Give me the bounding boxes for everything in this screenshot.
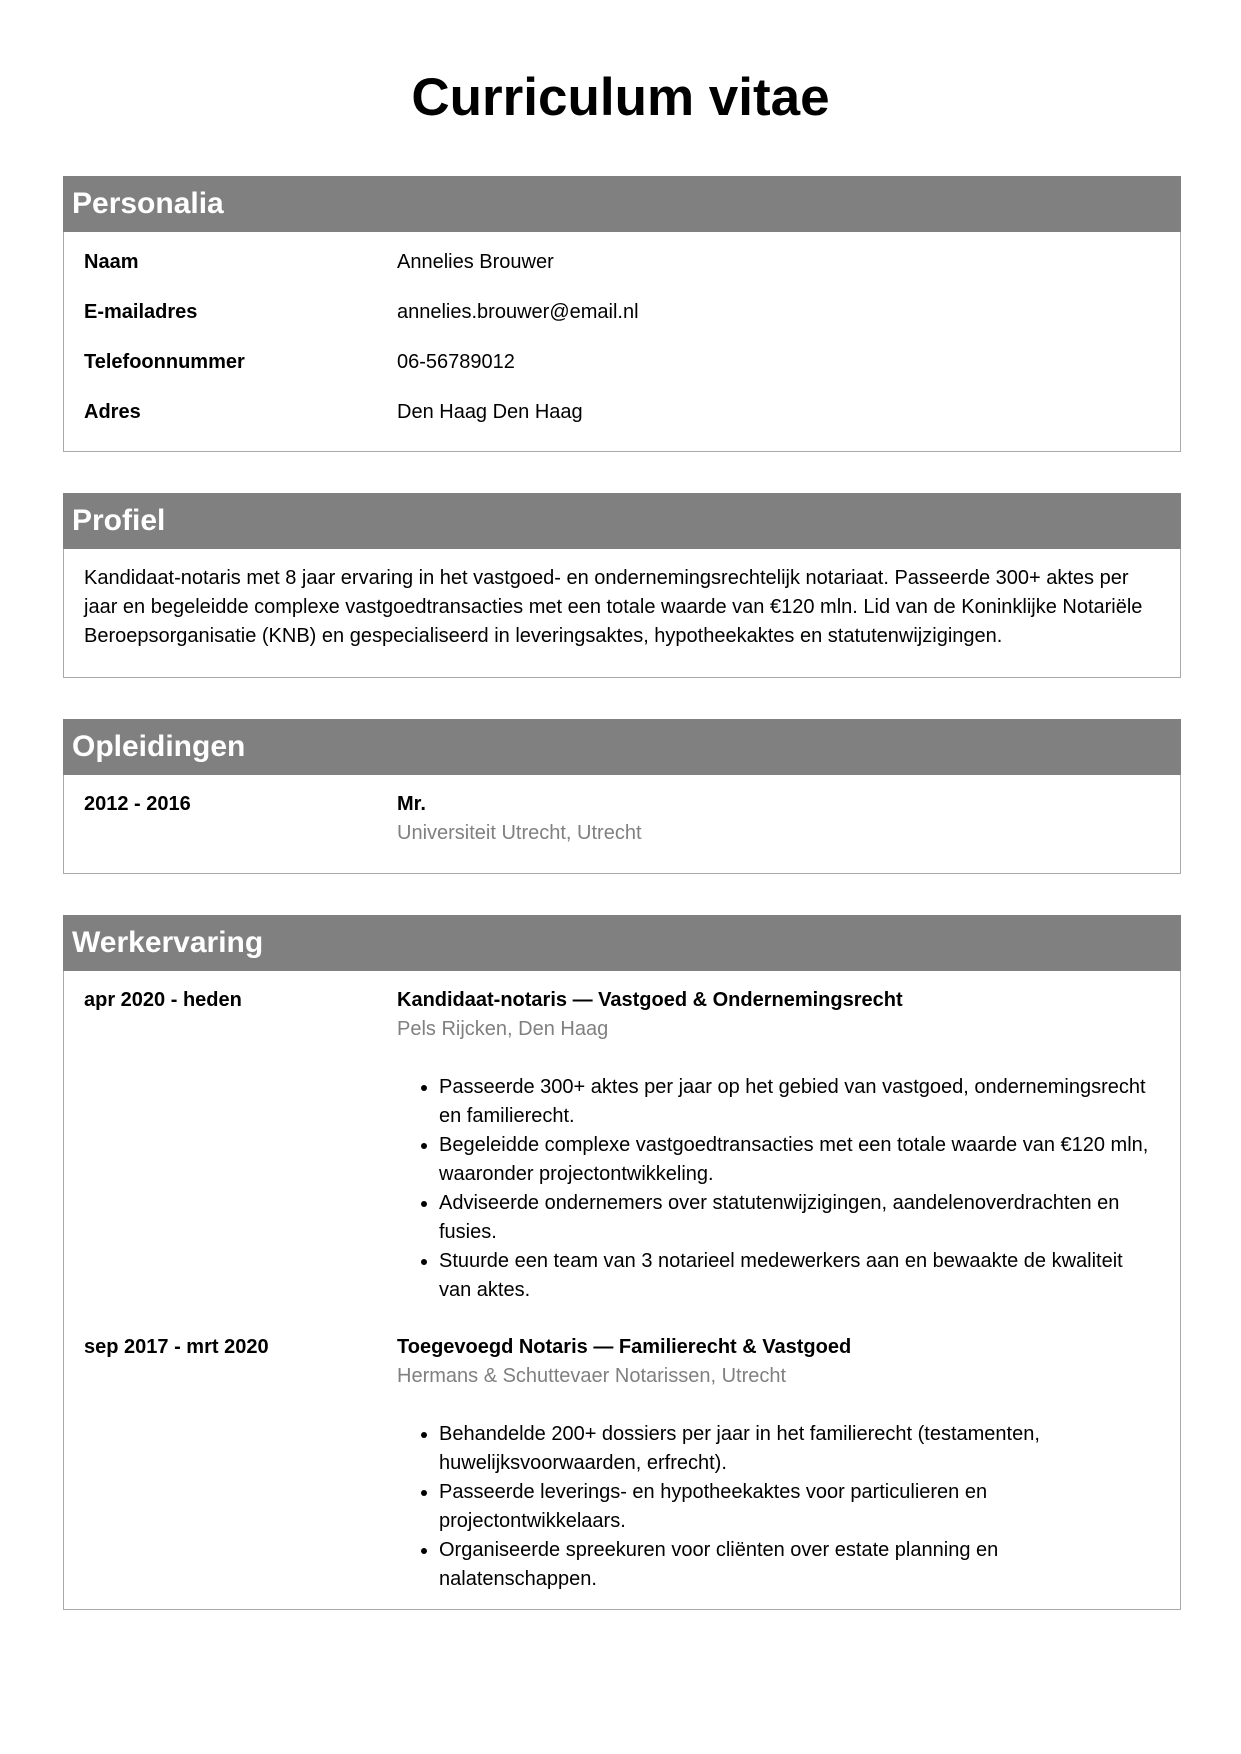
section-heading-werkervaring: Werkervaring	[63, 915, 1181, 971]
job-company: Hermans & Schuttevaer Notarissen, Utrecht	[397, 1365, 787, 1387]
value-adres: Den Haag Den Haag	[397, 401, 583, 423]
job-period: sep 2017 - mrt 2020	[84, 1336, 269, 1358]
label-naam: Naam	[84, 251, 139, 273]
job-title: Kandidaat-notaris — Vastgoed & Ondernemingsrecht	[397, 989, 903, 1011]
personal-row-name	[64, 248, 1180, 298]
education-period: 2012 - 2016	[84, 793, 191, 815]
job-bullet: • Adviseerde ondernemers over statutenwijzigingen, aandelenoverdrachten en fusies.	[439, 1189, 1160, 1247]
label-email: E-mailadres	[84, 301, 198, 323]
job-bullet: • Stuurde een team van 3 notarieel medewerkers aan en bewaakte de kwaliteit van aktes.	[439, 1247, 1160, 1305]
job-bullet: • Begeleidde complexe vastgoedtransacties met een totale waarde van €120 mln, waaronder projectontwikkeling.	[439, 1131, 1160, 1189]
job-bullets	[397, 1420, 1160, 1594]
job-bullet: • Behandelde 200+ dossiers per jaar in het familierecht (testamenten, huwelijksvoorwaarden, erfrecht).	[439, 1420, 1160, 1478]
section-heading-profiel: Profiel	[63, 493, 1181, 549]
personal-row-phone	[64, 348, 1180, 398]
education-title: Mr.	[397, 793, 426, 815]
section-werkervaring	[63, 915, 1181, 1610]
section-opleidingen	[63, 719, 1181, 874]
job-period: apr 2020 - heden	[84, 989, 242, 1011]
education-institution: Universiteit Utrecht, Utrecht	[397, 822, 642, 844]
job-title: Toegevoegd Notaris — Familierecht & Vastgoed	[397, 1336, 852, 1358]
section-personalia	[63, 176, 1181, 452]
document-title: Curriculum vitae	[411, 68, 830, 127]
profile-text: Kandidaat-notaris met 8 jaar ervaring in het vastgoed- en ondernemingsrechtelijk notariaat. Passeerde 300+ aktes per jaar en begeleidde complexe vastgoedtransacties met een totale waarde van €120 mln. Lid van de Koninklijke Notariële Beroepsorganisatie (KNB) en gespecialiseerd in leveringsaktes, hypotheekaktes en statutenwijzigingen.	[84, 567, 1143, 647]
section-profiel	[63, 493, 1181, 678]
value-telefoon: 06-56789012	[397, 351, 515, 373]
personal-row-email	[64, 298, 1180, 348]
job-company: Pels Rijcken, Den Haag	[397, 1018, 609, 1040]
job-bullets	[397, 1073, 1160, 1305]
section-heading-personalia: Personalia	[63, 176, 1181, 232]
job-entry	[64, 986, 1180, 1305]
label-telefoon: Telefoonnummer	[84, 351, 245, 373]
personal-row-address	[64, 398, 1180, 448]
label-adres: Adres	[84, 401, 141, 423]
job-entry	[64, 1333, 1180, 1594]
education-entry	[64, 790, 1180, 848]
section-heading-opleidingen: Opleidingen	[63, 719, 1181, 775]
job-bullet: • Passeerde leverings- en hypotheekaktes voor particulieren en projectontwikkelaars.	[439, 1478, 1160, 1536]
value-email: annelies.brouwer@email.nl	[397, 301, 639, 323]
value-naam: Annelies Brouwer	[397, 251, 554, 273]
job-bullet: • Organiseerde spreekuren voor cliënten over estate planning en nalatenschappen.	[439, 1536, 1160, 1594]
job-bullet: • Passeerde 300+ aktes per jaar op het gebied van vastgoed, ondernemingsrecht en familierecht.	[439, 1073, 1160, 1131]
